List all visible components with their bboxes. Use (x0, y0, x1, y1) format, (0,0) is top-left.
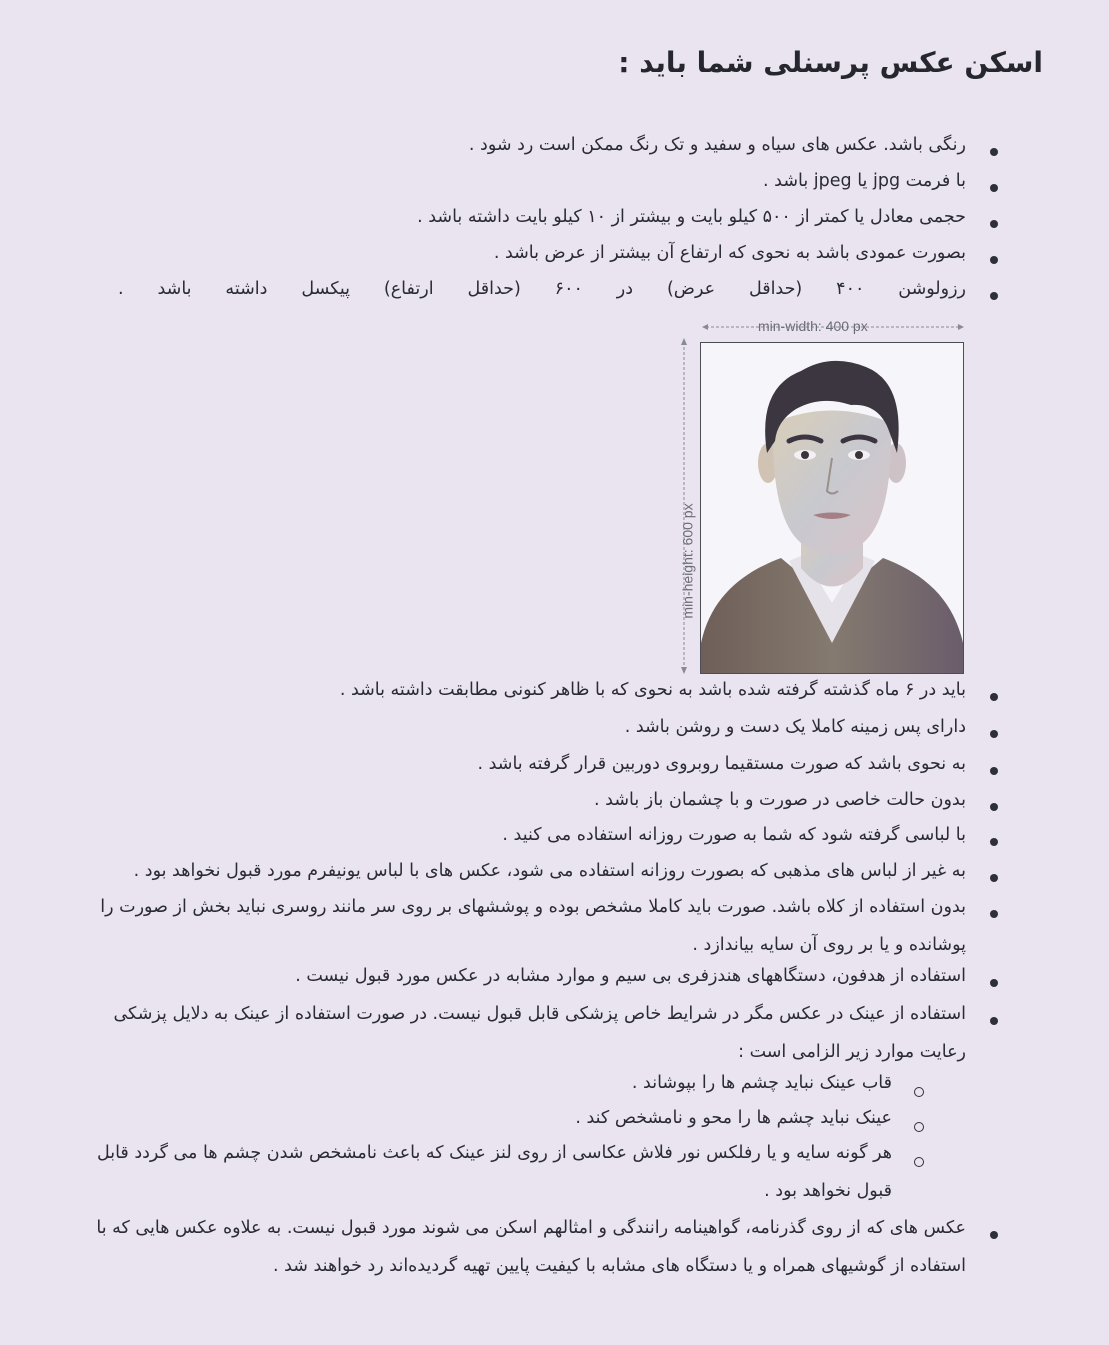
bullet-dot (990, 730, 998, 738)
requirement-no-scans: عکس های که از روی گذرنامه، گواهینامه رانندگی و امثالهم اسکن می شوند مورد قبول نیست. به علاوه عکس هایی که با استفاده از گوشیهای همراه و یا دستگاه های مشابه با کیفیت پایین تهیه گردیده‌اند رد خواهند شد . (96, 1218, 966, 1276)
min-width-label: min-width: 400 px (758, 318, 868, 334)
glasses-rule-frame: قاب عینک نباید چشم ها را بپوشاند . (631, 1073, 892, 1093)
requirement-clothing: با لباسی گرفته شود که شما به صورت روزانه استفاده می کنید . (502, 825, 966, 845)
requirement-orientation: بصورت عمودی باشد به نحوی که ارتفاع آن بیشتر از عرض باشد . (493, 243, 966, 263)
requirement-no-hat: بدون استفاده از کلاه باشد. صورت باید کاملا مشخص بوده و پوششهای بر روی سر مانند روسری نباید بخش از صورت را پوشانده و یا بر روی آن سایه بیاندازد . (100, 897, 966, 955)
requirement-expression: بدون حالت خاصی در صورت و با چشمان باز باشد . (594, 790, 966, 810)
requirement-resolution: رزولوشن ۴۰۰ (حداقل عرض) در ۶۰۰ (حداقل ارتفاع) پیکسل داشته باشد . (118, 279, 966, 299)
bullet-dot (990, 767, 998, 775)
requirement-size: حجمی معادل یا کمتر از ۵۰۰ کیلو بایت و بیشتر از ۱۰ کیلو بایت داشته باشد . (417, 207, 966, 227)
bullet-dot (990, 693, 998, 701)
glasses-rule-reflection: هر گونه سایه و یا رفلکس نور فلاش عکاسی از روی لنز عینک که باعث نامشخص شدن چشم ها می گردد قابل قبول نخواهد بود . (96, 1143, 892, 1201)
bullet-dot (990, 256, 998, 264)
min-height-label: min-height: 600 px (679, 503, 696, 619)
glasses-rule-blur: عینک نباید چشم ها را محو و نامشخص کند . (575, 1108, 892, 1128)
bullet-dot (990, 148, 998, 156)
requirement-glasses: استفاده از عینک در عکس مگر در شرایط خاص پزشکی قابل قبول نیست. در صورت استفاده از عینک به دلایل پزشکی رعایت موارد زیر الزامی است : (113, 1004, 966, 1062)
bullet-dot (990, 184, 998, 192)
requirement-recent: باید در ۶ ماه گذشته گرفته شده باشد به نحوی که با ظاهر کنونی مطابقت داشته باشد . (339, 680, 966, 700)
sub-bullet-circle (914, 1087, 924, 1097)
bullet-dot (990, 979, 998, 987)
bullet-dot (990, 838, 998, 846)
bullet-dot (990, 292, 998, 300)
requirement-facing: به نحوی باشد که صورت مستقیما روبروی دوربین قرار گرفته باشد . (477, 754, 966, 774)
bullet-dot (990, 1231, 998, 1239)
sub-bullet-circle (914, 1122, 924, 1132)
bullet-dot (990, 1017, 998, 1025)
requirement-color: رنگی باشد. عکس های سیاه و سفید و تک رنگ ممکن است رد شود . (468, 135, 966, 155)
requirement-uniform: به غیر از لباس های مذهبی که بصورت روزانه استفاده می شود، عکس های با لباس یونیفرم مورد قبول نخواهد بود . (133, 861, 966, 881)
requirement-background: دارای پس زمینه کاملا یک دست و روشن باشد . (624, 717, 966, 737)
bullet-dot (990, 910, 998, 918)
bullet-dot (990, 220, 998, 228)
bullet-dot (990, 874, 998, 882)
page-title: اسکن عکس پرسنلی شما باید : (618, 46, 1043, 79)
requirement-format: با فرمت jpg یا jpeg باشد . (763, 171, 966, 191)
photo-example-figure (670, 318, 970, 678)
passport-photo-example (700, 342, 964, 674)
requirement-no-headphones: استفاده از هدفون، دستگاههای هندزفری بی سیم و موارد مشابه در عکس مورد قبول نیست . (295, 966, 966, 986)
bullet-dot (990, 803, 998, 811)
portrait-illustration (701, 343, 963, 673)
sub-bullet-circle (914, 1157, 924, 1167)
